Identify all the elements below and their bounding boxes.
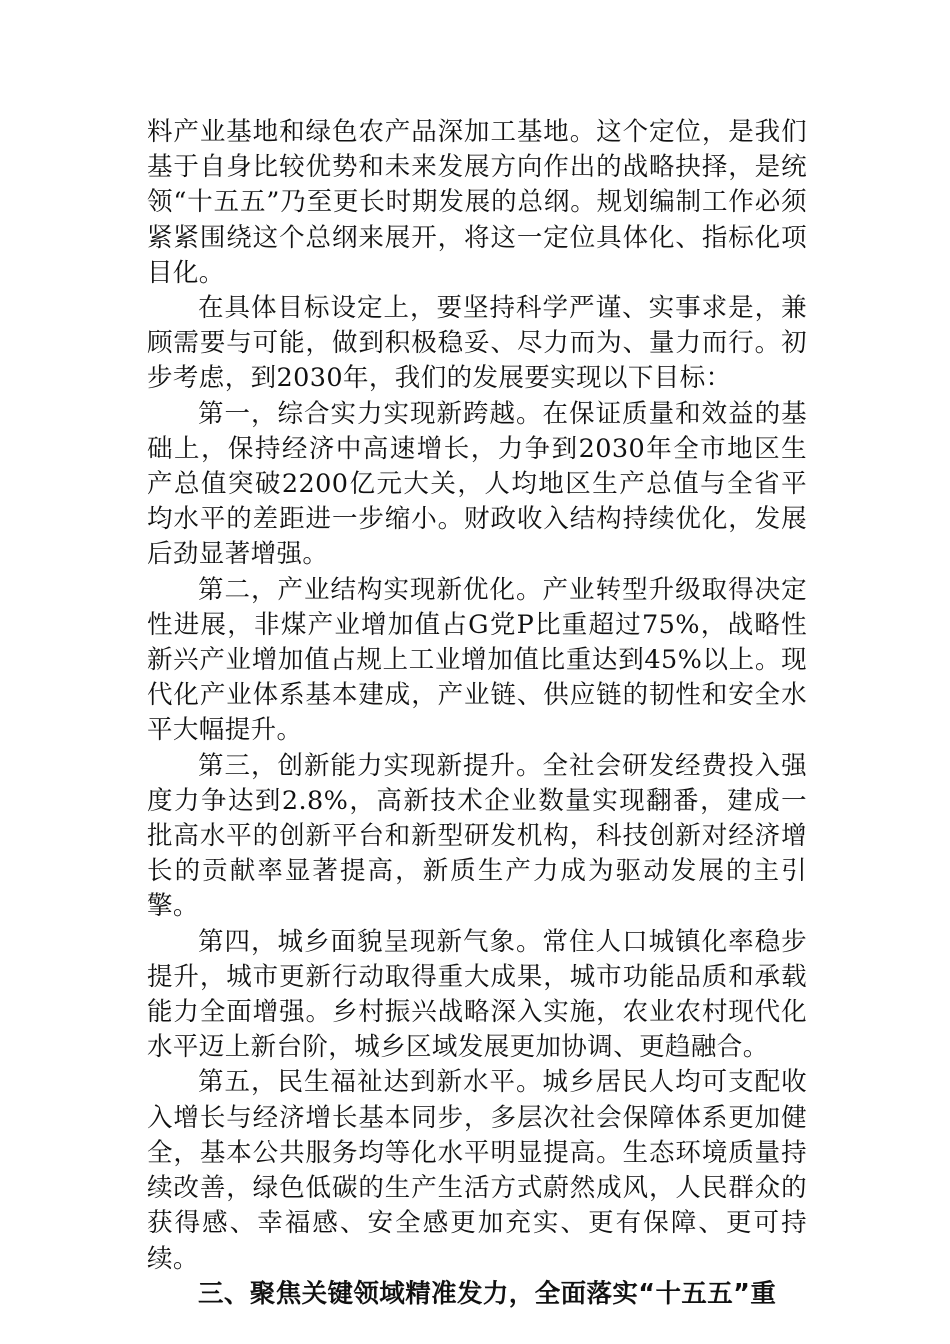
paragraph-goal-5: 第五，民生福祉达到新水平。城乡居民人均可支配收入增长与经济增长基本同步，多层次社会保障体系更加健全，基本公共服务均等化水平明显提高。生态环境质量持续改善，绿色低碳的生产生活方式蔚然成风，人民群众的获得感、幸福感、安全感更加充实、更有保障、更可持续。 xyxy=(147,1067,807,1274)
paragraph-continuation: 料产业基地和绿色农产品深加工基地。这个定位，是我们基于自身比较优势和未来发展方向作出的战略抉择，是统领“十五五”乃至更长时期发展的总纲。规划编制工作必须紧紧围绕这个总纲来展开，将这一定位具体化、指标化项目化。 xyxy=(147,117,807,288)
paragraph-target-setting: 在具体目标设定上，要坚持科学严谨、实事求是，兼顾需要与可能，做到积极稳妥、尽力而为、量力而行。初步考虑，到2030年，我们的发展要实现以下目标： xyxy=(147,293,807,394)
document-page xyxy=(147,115,807,1312)
paragraph-goal-1: 第一，综合实力实现新跨越。在保证质量和效益的基础上，保持经济中高速增长，力争到2030年全市地区生产总值突破2200亿元大关，人均地区生产总值与全省平均水平的差距进一步缩小。财政收入结构持续优化，发展后劲显著增强。 xyxy=(147,398,807,570)
section-heading: 三、聚焦关键领域精准发力，全面落实“十五五”重 xyxy=(198,1278,777,1309)
paragraph-goal-3: 第三，创新能力实现新提升。全社会研发经费投入强度力争达到2.8%，高新技术企业数量实现翻番，建成一批高水平的创新平台和新型研发机构，科技创新对经济增长的贡献率显著提高，新质生产力成为驱动发展的主引擎。 xyxy=(147,750,807,922)
paragraph-goal-4: 第四，城乡面貌呈现新气象。常住人口城镇化率稳步提升，城市更新行动取得重大成果，城市功能品质和承载能力全面增强。乡村振兴战略深入实施，农业农村现代化水平迈上新台阶，城乡区域发展更加协调、更趋融合。 xyxy=(147,926,807,1063)
paragraph-goal-2: 第二，产业结构实现新优化。产业转型升级取得决定性进展，非煤产业增加值占G党P比重超过75%，战略性新兴产业增加值占规上工业增加值比重达到45%以上。现代化产业体系基本建成，产业链、供应链的韧性和安全水平大幅提升。 xyxy=(147,574,807,746)
